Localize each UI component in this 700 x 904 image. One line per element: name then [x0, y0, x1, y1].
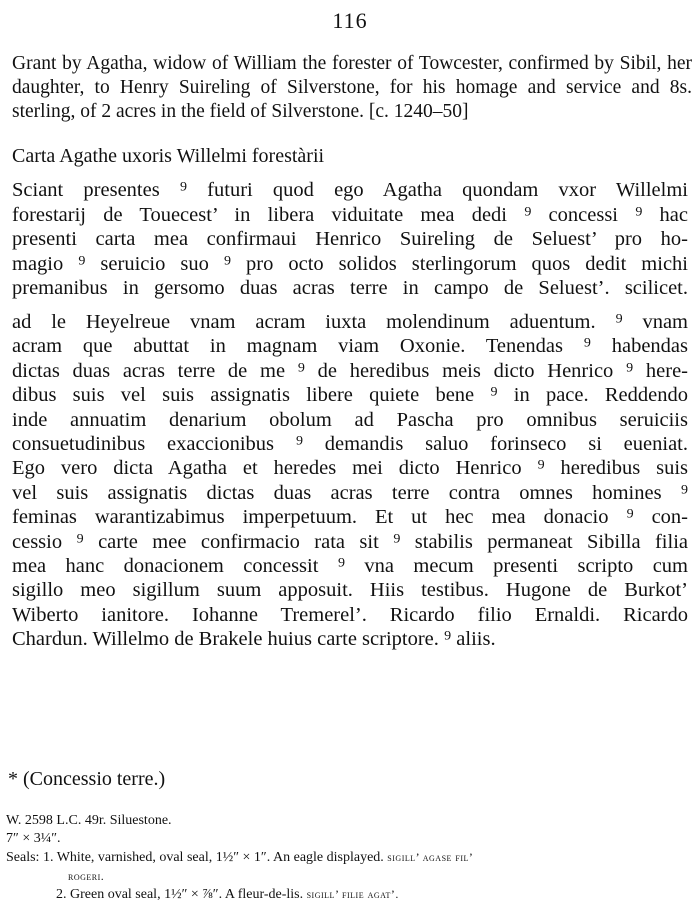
seal-1-legend: sigill’ agase fil’ — [387, 850, 474, 864]
page-number: 116 — [332, 8, 368, 33]
charter-line: presenti carta mea confirmaui Henrico Suireling de Seluest’ pro ho- — [12, 228, 688, 251]
seal-2-line — [6, 885, 473, 904]
archival-notes — [6, 812, 473, 904]
charter-line: Wiberto ianitore. Iohanne Tremerel’. Ricardo filio Ernaldi. Ricardo — [12, 603, 688, 626]
summary-date: [c. 1240–50] — [368, 101, 469, 122]
charter-line: magio ⁹ seruicio suo ⁹ pro octo solidos sterlingorum quos dedit michi — [12, 252, 688, 275]
charter-line: Ego vero dicta Agatha et heredes mei dicto Henrico ⁹ heredibus suis — [12, 457, 688, 480]
charter-line: dibus suis vel suis assignatis libere quiete bene ⁹ in pace. Reddendo — [12, 384, 688, 407]
charter-line: consuetudinibus exaccionibus ⁹ demandis saluo forinseco si eueniat. — [12, 433, 688, 456]
charter-line: premanibus in gersomo duas acras terre in campo de Seluest’. scilicet. — [12, 277, 688, 300]
seal-1-legend-continued: rogeri. — [68, 869, 105, 883]
charter-line: dictas duas acras terre de me ⁹ de heredibus meis dicto Henrico ⁹ here- — [12, 359, 688, 382]
charter-line: feminas warantizabimus imperpetuum. Et ut hec mea donacio ⁹ con- — [12, 506, 688, 529]
charter-line: sigillo meo sigillum suum apposuit. Hiis testibus. Hugone de Burkot’ — [12, 579, 688, 602]
size-line: 7″ × 3¼″. — [6, 831, 61, 846]
seal-2-description: 2. Green oval seal, 1½″ × ⅞″. A fleur-de-lis. — [56, 887, 304, 902]
charter-text-part-2 — [12, 310, 688, 652]
seal-1-description: 1. White, varnished, oval seal, 1½″ × 1″. An eagle displayed. — [42, 850, 384, 865]
reference-line: W. 2598 L.C. 49r. Siluestone. — [6, 813, 172, 828]
charter-line: forestarij de Touecest’ in libera viduitate mea dedi ⁹ concessi ⁹ hac — [12, 203, 688, 226]
seal-1-line — [6, 848, 473, 867]
charter-line: inde annuatim denarium obolum ad Pascha pro omnibus seruiciis — [12, 408, 688, 431]
seals-label: Seals: — [6, 850, 40, 865]
charter-text-part-1 — [12, 178, 688, 301]
charter-line: ad le Heyelreue vnam acram iuxta molendinum aduentum. ⁹ vnam — [12, 311, 688, 333]
charter-line: Sciant presentes ⁹ futuri quod ego Agatha quondam vxor Willelmi — [12, 179, 688, 201]
charter-line: cessio ⁹ carte mee confirmacio rata sit ⁹ stabilis permaneat Sibilla filia — [12, 530, 688, 553]
endorsement: * (Concessio terre.) — [8, 768, 166, 790]
document-summary — [12, 52, 692, 124]
charter-heading: Carta Agathe uxoris Willelmi forestàrii — [12, 145, 325, 167]
charter-line: Chardun. Willelmo de Brakele huius carte scriptore. ⁹ aliis. — [12, 628, 496, 651]
summary-text: Grant by Agatha, widow of William the forester of Towcester, confirmed by Sibil, her daughter, to Henry Suireling of Silverstone, for his homage and service and 8s. sterling, of 2 acres in the field of Silverstone. — [12, 53, 692, 122]
charter-line: mea hanc donacionem concessit ⁹ vna mecum presenti scripto cum — [12, 555, 688, 578]
seal-2-legend: sigill’ filie agat’. — [306, 887, 399, 901]
charter-line: vel suis assignatis dictas duas acras terre contra omnes homines ⁹ — [12, 481, 688, 504]
charter-line: acram que abuttat in magnam viam Oxonie. Tenendas ⁹ habendas — [12, 335, 688, 358]
